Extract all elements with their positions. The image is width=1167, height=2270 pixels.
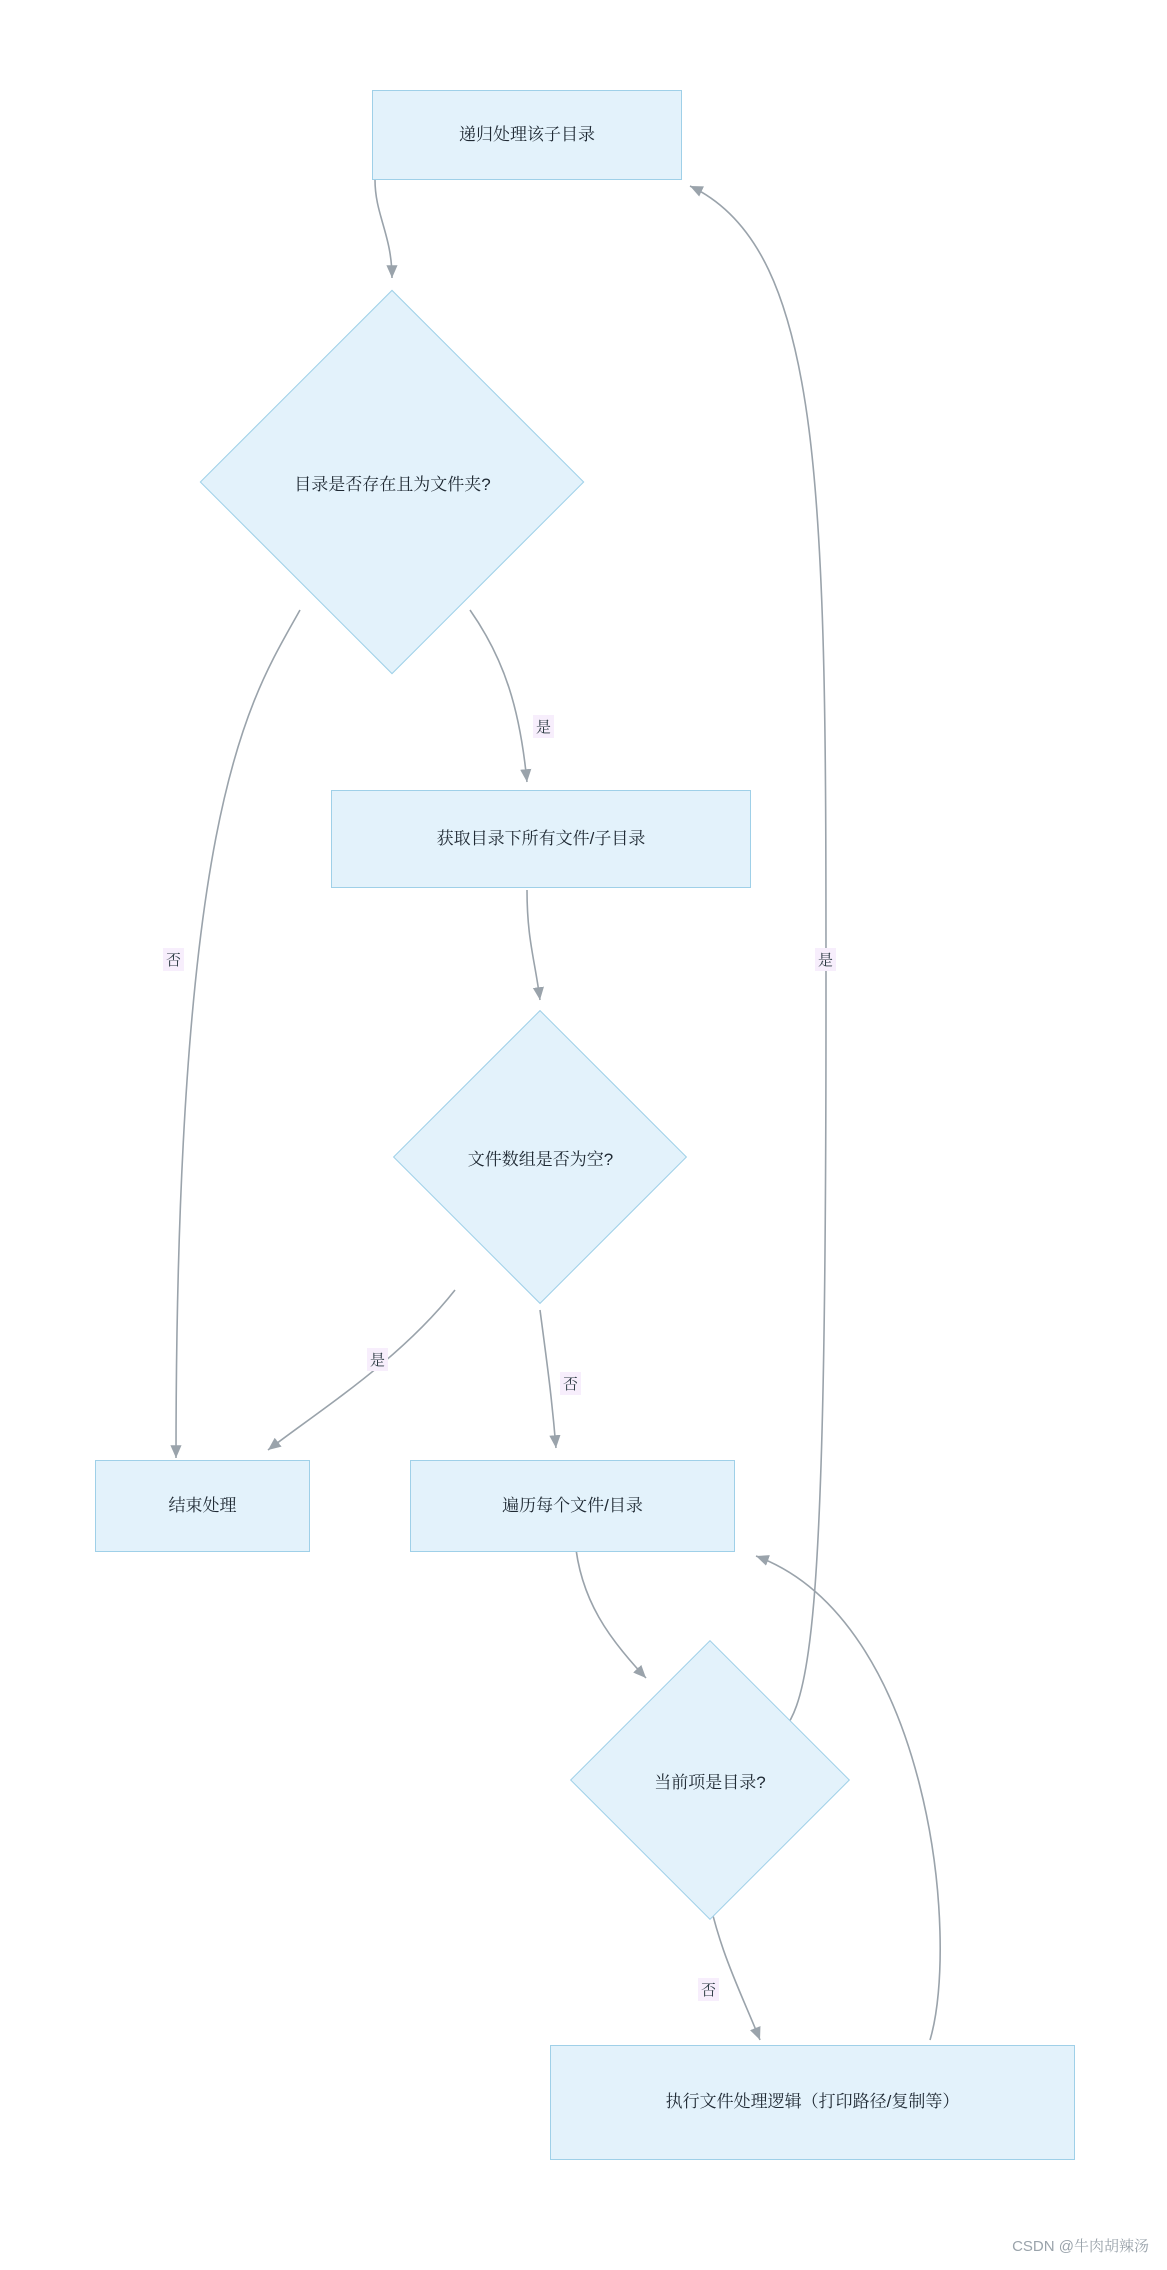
node-is-current-dir[interactable] [570, 1640, 850, 1920]
node-end-process[interactable] [95, 1460, 310, 1552]
edge-label-isdir-no: 否 [163, 948, 184, 971]
node-handle-file-label: 执行文件处理逻辑（打印路径/复制等） [665, 2092, 960, 2112]
edge-label-empty-no: 否 [560, 1372, 581, 1395]
node-is-dir-exists[interactable] [200, 290, 585, 675]
node-list-children[interactable] [331, 790, 751, 888]
node-is-dir-exists-label: 目录是否存在且为文件夹? [294, 475, 491, 494]
edge-label-isitem-no: 否 [698, 1978, 719, 2001]
edge-recurse-to-isdir [375, 180, 392, 278]
node-handle-file[interactable] [550, 2045, 1075, 2160]
node-list-children-label: 获取目录下所有文件/子目录 [436, 828, 646, 848]
node-recurse-subdir[interactable] [372, 90, 682, 180]
node-iterate-items[interactable] [410, 1460, 735, 1552]
node-is-array-empty[interactable] [393, 1010, 688, 1305]
edge-label-isitem-yes: 是 [815, 948, 836, 971]
node-recurse-subdir-label: 递归处理该子目录 [459, 124, 595, 144]
edge-list-to-empty [527, 890, 540, 1000]
node-is-array-empty-label: 文件数组是否为空? [467, 1150, 614, 1169]
edge-empty-yes-to-end [268, 1290, 455, 1450]
node-iterate-items-label: 遍历每个文件/目录 [502, 1495, 643, 1515]
edge-label-isdir-yes: 是 [533, 715, 554, 738]
edge-empty-no-to-loop [540, 1310, 556, 1448]
node-end-process-label: 结束处理 [168, 1495, 237, 1515]
edge-label-empty-yes: 是 [367, 1348, 388, 1371]
edge-isdir-no-to-end [176, 610, 300, 1458]
node-is-current-dir-label: 当前项是目录? [654, 1772, 766, 1792]
watermark: CSDN @牛肉胡辣汤 [1012, 2238, 1149, 2255]
